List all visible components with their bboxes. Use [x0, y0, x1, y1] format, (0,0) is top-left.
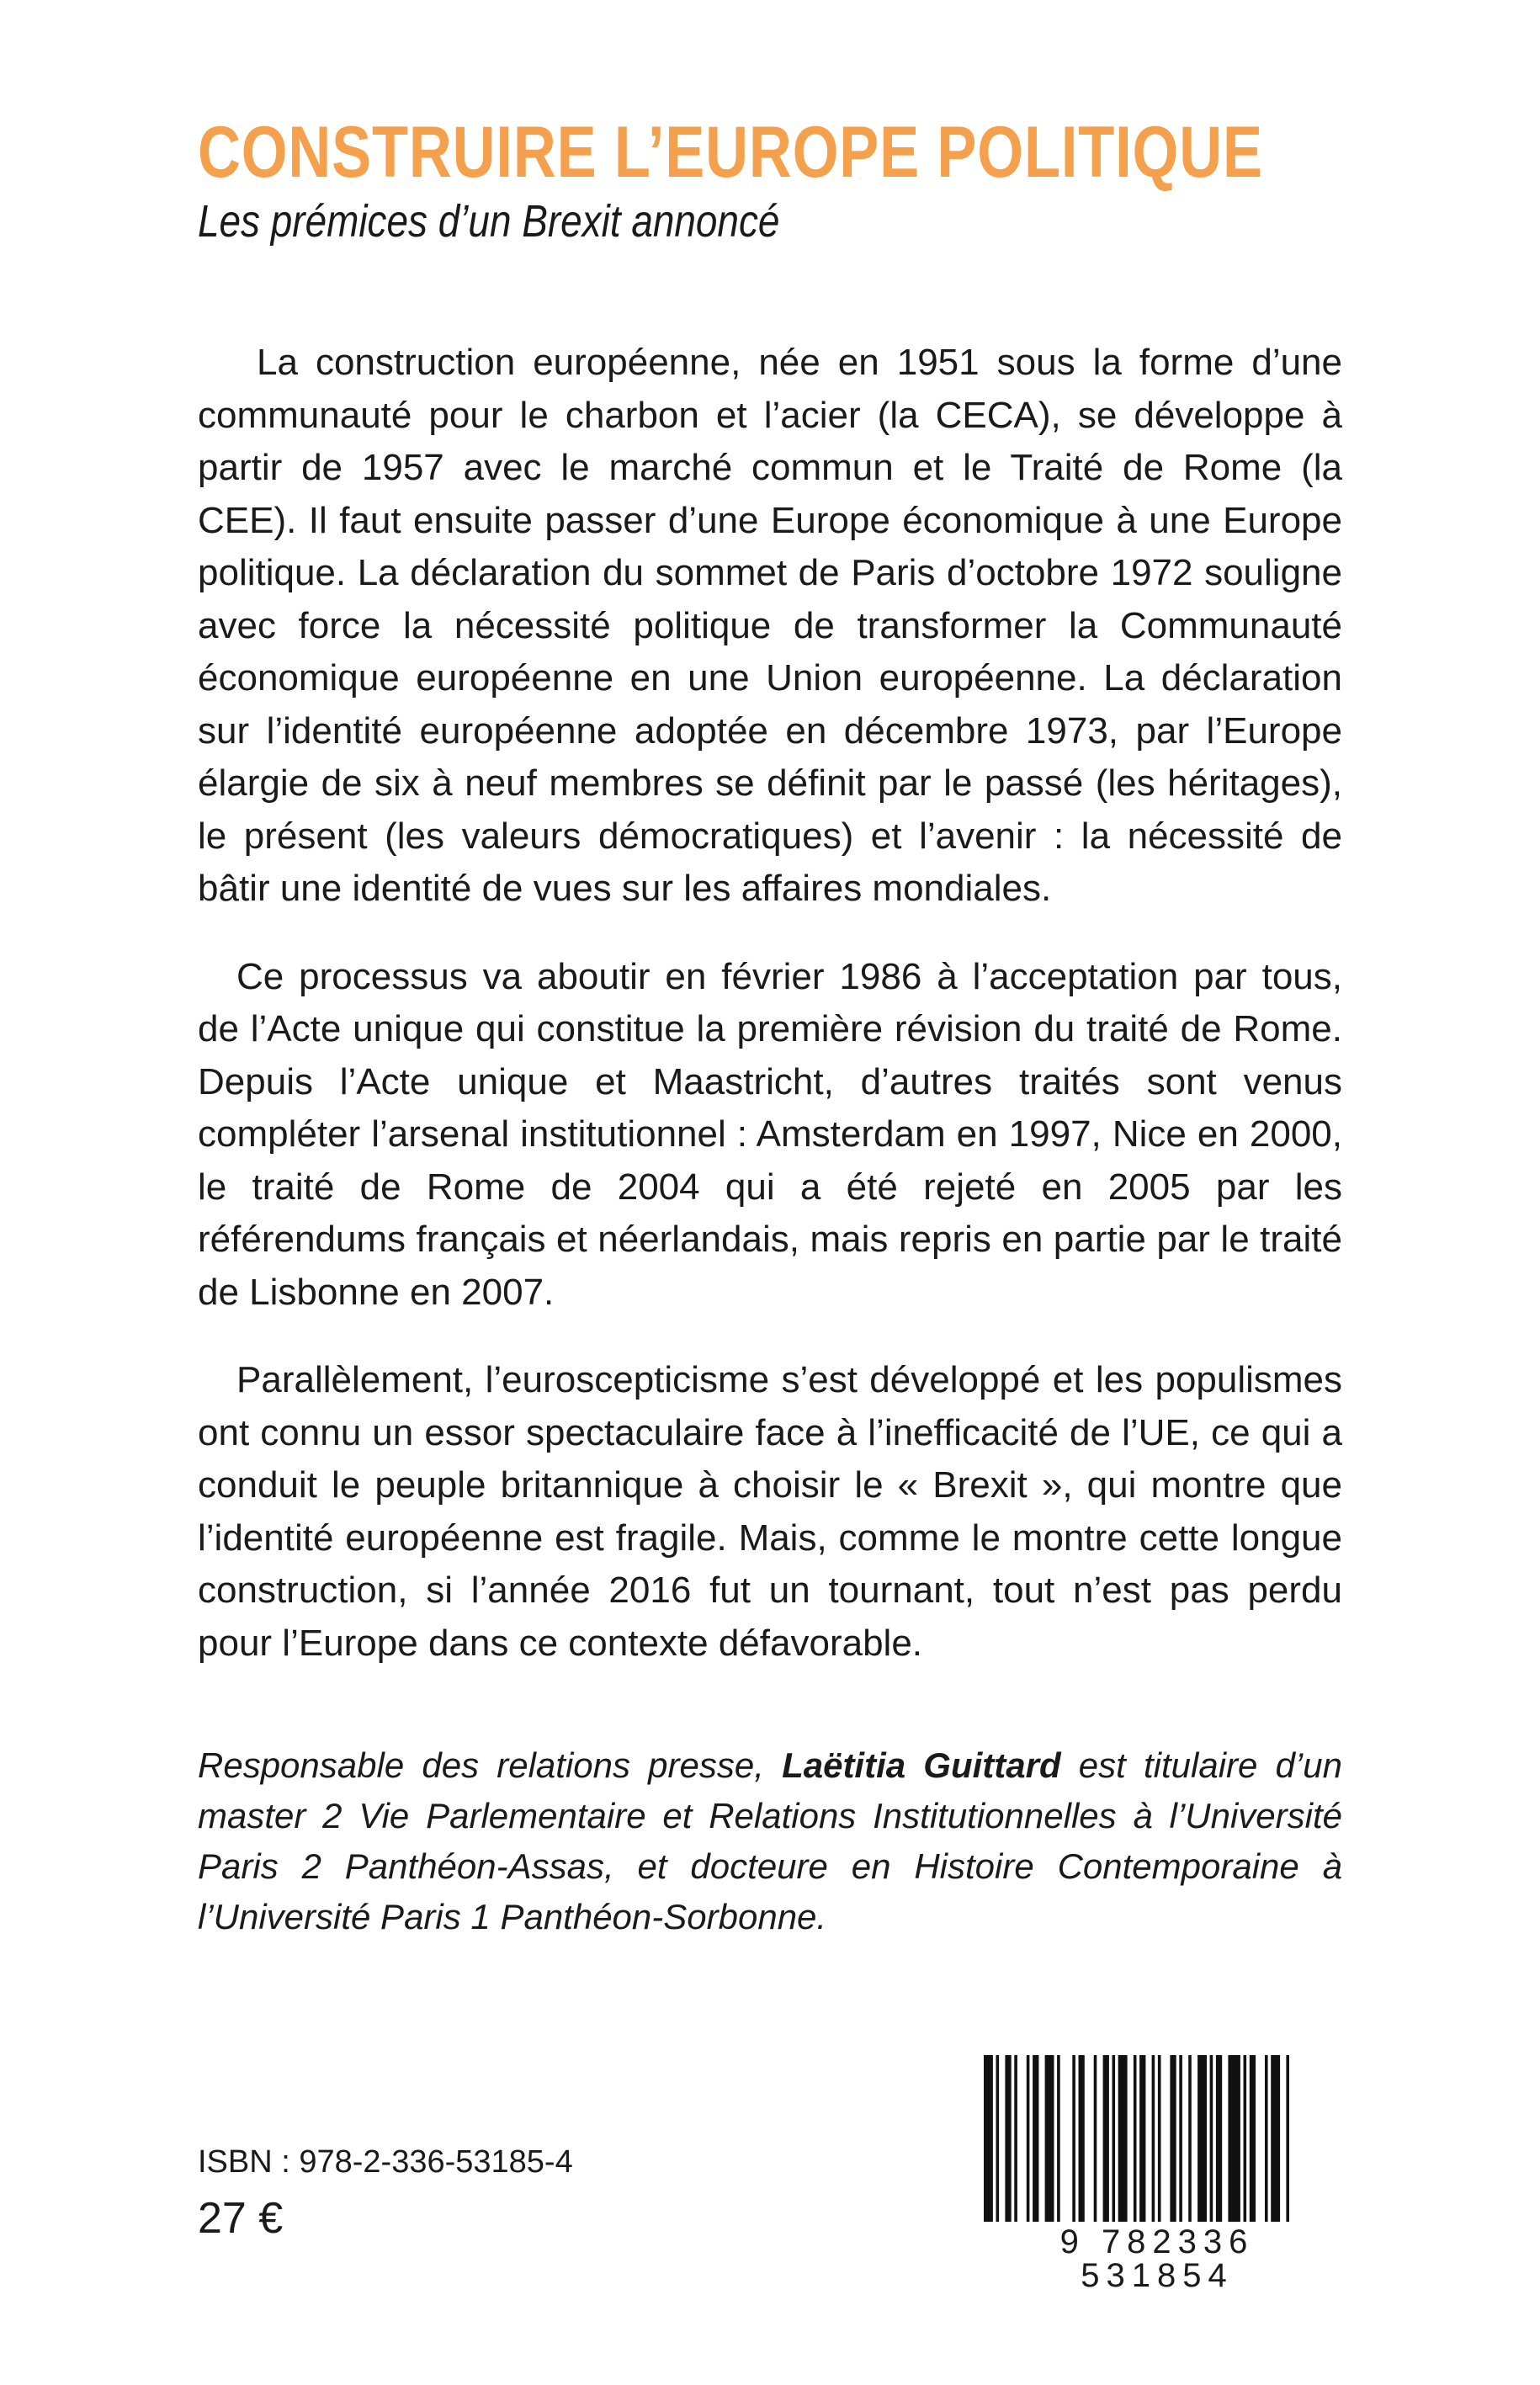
book-subtitle: Les prémices d’un Brexit annoncé [198, 196, 780, 247]
barcode-bar [1152, 2055, 1155, 2232]
barcode-bar [1103, 2055, 1109, 2232]
book-title: CONSTRUIRE L’EUROPE POLITIQUE [198, 112, 1263, 193]
barcode-bar [1179, 2055, 1182, 2232]
barcode-bar [996, 2055, 1000, 2232]
barcode-bar [1286, 2055, 1289, 2232]
barcode-bar [1265, 2055, 1268, 2232]
barcode-bar [1113, 2055, 1116, 2232]
barcode-bar [1057, 2055, 1060, 2232]
barcode-bar [1216, 2055, 1222, 2232]
summary-paragraph: Parallèlement, l’euroscepticisme s’est développé et les populismes ont connu un essor spectaculaire face à l’inefficacité de l’UE, ce qui a conduit le peuple britannique à choisir le « Brexit », qui montre que l’identité européenne est fragile. Mais, comme le montre cette longue construction, si l’année 2016 fut un tournant, tout n’est pas perdu pour l’Europe dans ce contexte défavorable. [198, 1359, 1342, 1664]
barcode-bar [1228, 2055, 1240, 2232]
author-bio [198, 1740, 1342, 1942]
barcode-bar [1072, 2055, 1075, 2232]
barcode-bar [1079, 2055, 1085, 2232]
barcode-bar [1027, 2055, 1030, 2232]
barcode-bar [1197, 2055, 1207, 2232]
barcode-bar [1158, 2055, 1161, 2232]
summary-paragraph: La construction européenne, née en 1951 sous la forme d’une communauté pour le charbon et l’acier (la CECA), se développe à partir de 1957 avec le marché commun et le Traité de Rome (la CEE). Il faut ensuite passer d’une Europe économique à une Europe politique. La déclaration du sommet de Paris d’octobre 1972 souligne avec force la nécessité politique de transformer la Communauté économique européenne en une Union européenne. La déclaration sur l’identité européenne adoptée en décembre 1973, par l’Europe élargie de six à neuf membres se définit par le passé (les héritages), le présent (les valeurs démocratiques) et l’avenir : la nécessité de bâtir une identité de vues sur les affaires mondiales. [198, 342, 1342, 909]
barcode-bar [1170, 2055, 1176, 2232]
barcode-bar [1005, 2055, 1011, 2232]
author-bio-details: est titulaire d’un master 2 Vie Parlementaire et Relations Institutionnelles à l’Université Paris 2 Panthéon-Assas, et docteure en Histoire Contemporaine à l’Université Paris 1 Panthéon-Sorbonne. [198, 1745, 1342, 1936]
summary-paragraph: Ce processus va aboutir en février 1986 à l’acceptation par tous, de l’Acte unique qui constitue la première révision du traité de Rome. Depuis l’Acte unique et Maastricht, d’autres traités sont venus compléter l’arsenal institutionnel : Amsterdam en 1997, Nice en 2000, le traité de Rome de 2004 qui a été rejeté en 2005 par les référendums français et néerlandais, mais repris en partie par le traité de Lisbonne en 2007. [198, 955, 1342, 1313]
barcode-bar [1134, 2055, 1137, 2232]
author-name: Laëtitia Guittard [782, 1745, 1061, 1785]
barcode-bar [984, 2055, 993, 2232]
barcode-bar [1033, 2055, 1038, 2232]
barcode-bar [1210, 2055, 1213, 2232]
barcode-bar [1118, 2055, 1128, 2232]
barcode-bars [980, 2055, 1334, 2232]
barcode [980, 2055, 1334, 2294]
price-label: 27 € [198, 2194, 284, 2243]
barcode-bar [1250, 2055, 1256, 2232]
back-cover-summary [198, 337, 1342, 1670]
barcode-bar [1188, 2055, 1192, 2232]
barcode-bar [1094, 2055, 1097, 2232]
isbn-label: ISBN : 978-2-336-53185-4 [198, 2144, 573, 2180]
barcode-bar [1244, 2055, 1247, 2232]
barcode-bar [1139, 2055, 1145, 2232]
author-bio-intro: Responsable des relations presse, [198, 1745, 783, 1785]
barcode-bar [1014, 2055, 1017, 2232]
barcode-bar [1045, 2055, 1054, 2232]
barcode-digits: 9 782336 531854 [980, 2222, 1334, 2292]
barcode-bar [1271, 2055, 1280, 2232]
